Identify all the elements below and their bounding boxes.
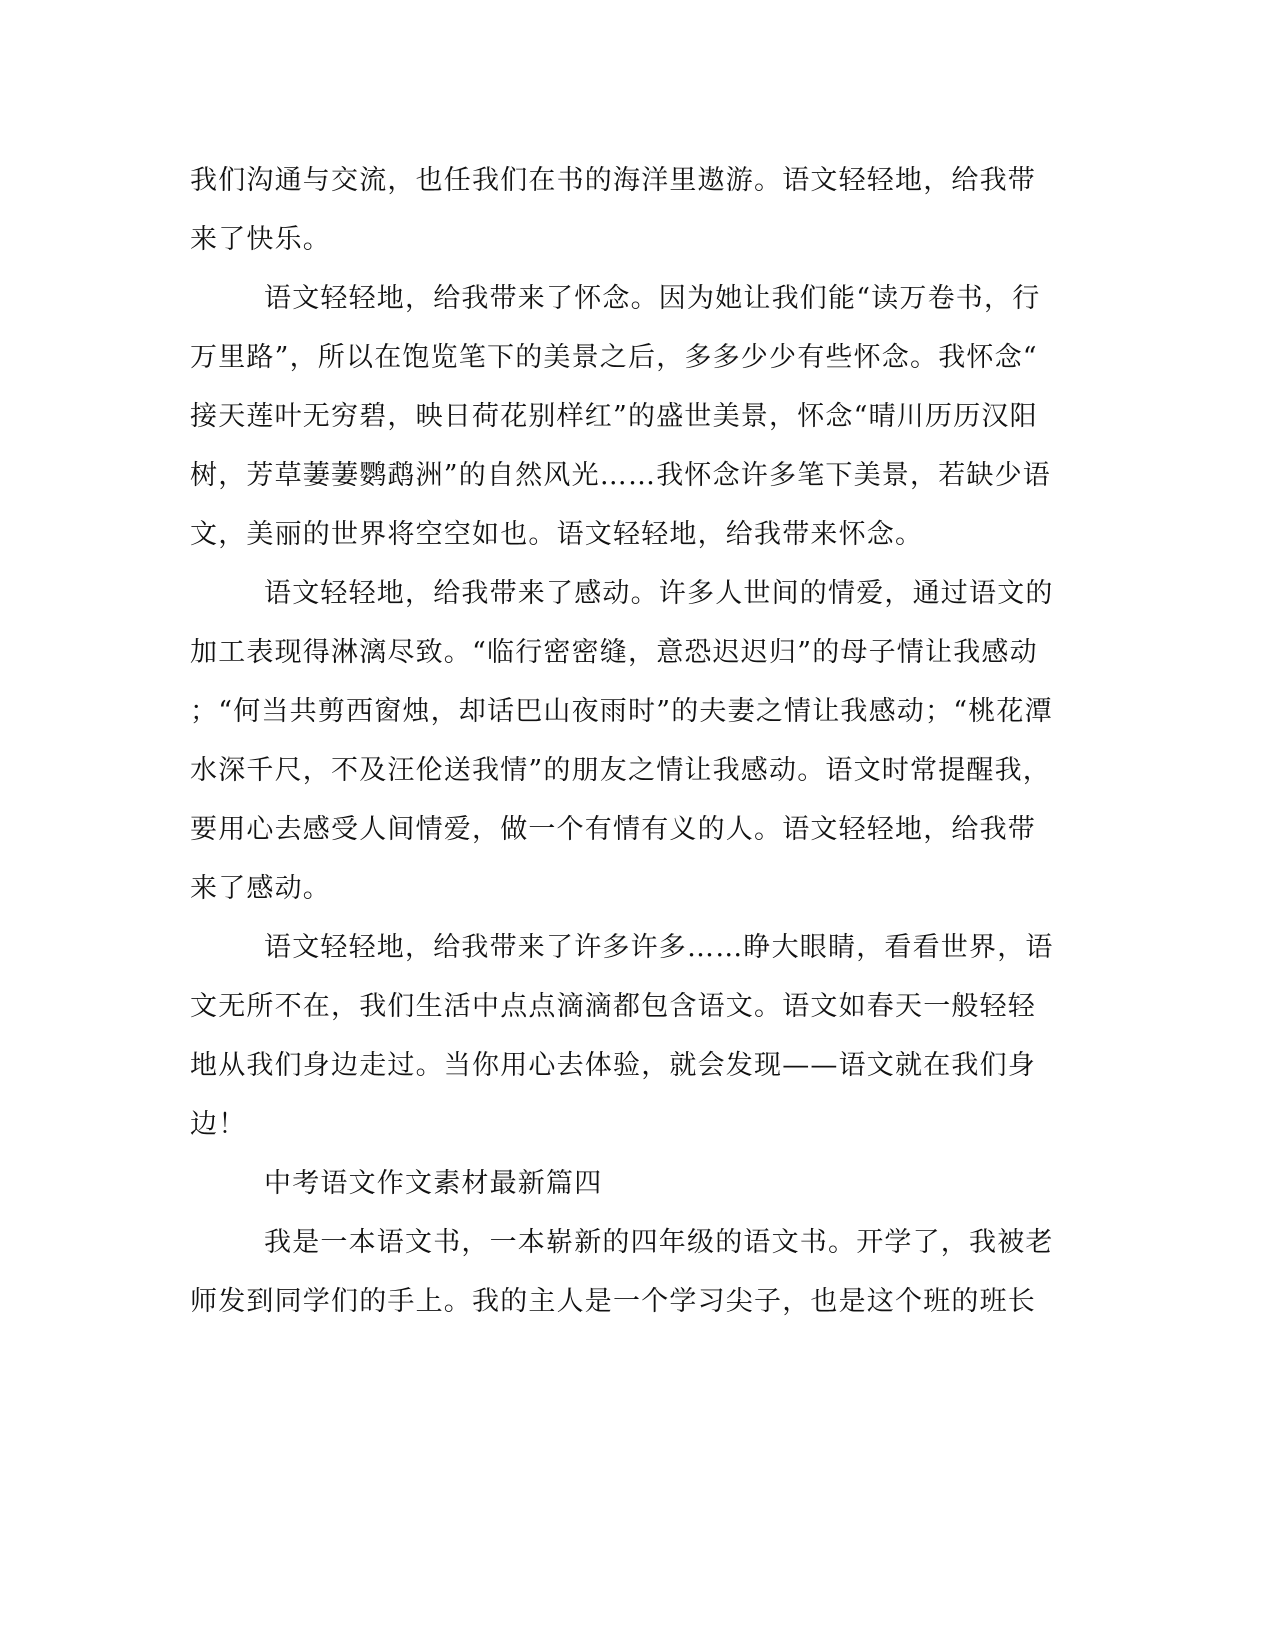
text-line-12: 要用心去感受人间情爱，做一个有情有义的人。语文轻轻地，给我带: [190, 814, 1036, 845]
text-line-5: 接天莲叶无穷碧，映日荷花别样红”的盛世美景，怀念“晴川历历汉阳: [190, 401, 1038, 432]
text-line-16: 地从我们身边走过。当你用心去体验，就会发现——语文就在我们身: [190, 1050, 1036, 1081]
text-line-4: 万里路”，所以在饱览笔下的美景之后，多多少少有些怀念。我怀念“: [190, 342, 1038, 373]
text-line-8: 语文轻轻地，给我带来了感动。许多人世间的情爱，通过语文的: [264, 578, 1054, 609]
text-line-7: 文，美丽的世界将空空如也。语文轻轻地，给我带来怀念。: [190, 519, 924, 550]
text-line-13: 来了感动。: [190, 873, 331, 904]
text-line-17: 边！: [190, 1109, 247, 1140]
text-line-6: 树，芳草萋萋鹦鹉洲”的自然风光……我怀念许多笔下美景，若缺少语: [190, 460, 1052, 491]
text-line-20: 师发到同学们的手上。我的主人是一个学习尖子，也是这个班的班长: [190, 1286, 1036, 1317]
text-line-2: 来了快乐。: [190, 224, 331, 255]
text-line-11: 水深千尺，不及汪伦送我情”的朋友之情让我感动。语文时常提醒我，: [190, 755, 1052, 786]
section-heading: 中考语文作文素材最新篇四: [264, 1168, 603, 1199]
text-line-10: ；“何当共剪西窗烛，却话巴山夜雨时”的夫妻之情让我感动；“桃花潭: [190, 696, 1053, 727]
text-line-3: 语文轻轻地，给我带来了怀念。因为她让我们能“读万卷书，行: [264, 283, 1041, 314]
text-line-1: 我们沟通与交流，也任我们在书的海洋里遨游。语文轻轻地，给我带: [190, 165, 1036, 196]
text-line-14: 语文轻轻地，给我带来了许多许多……睁大眼睛，看看世界，语: [264, 932, 1054, 963]
text-line-9: 加工表现得淋漓尽致。“临行密密缝，意恐迟迟归”的母子情让我感动: [190, 637, 1038, 668]
text-line-19: 我是一本语文书，一本崭新的四年级的语文书。开学了，我被老: [264, 1227, 1054, 1258]
text-line-15: 文无所不在，我们生活中点点滴滴都包含语文。语文如春天一般轻轻: [190, 991, 1036, 1022]
